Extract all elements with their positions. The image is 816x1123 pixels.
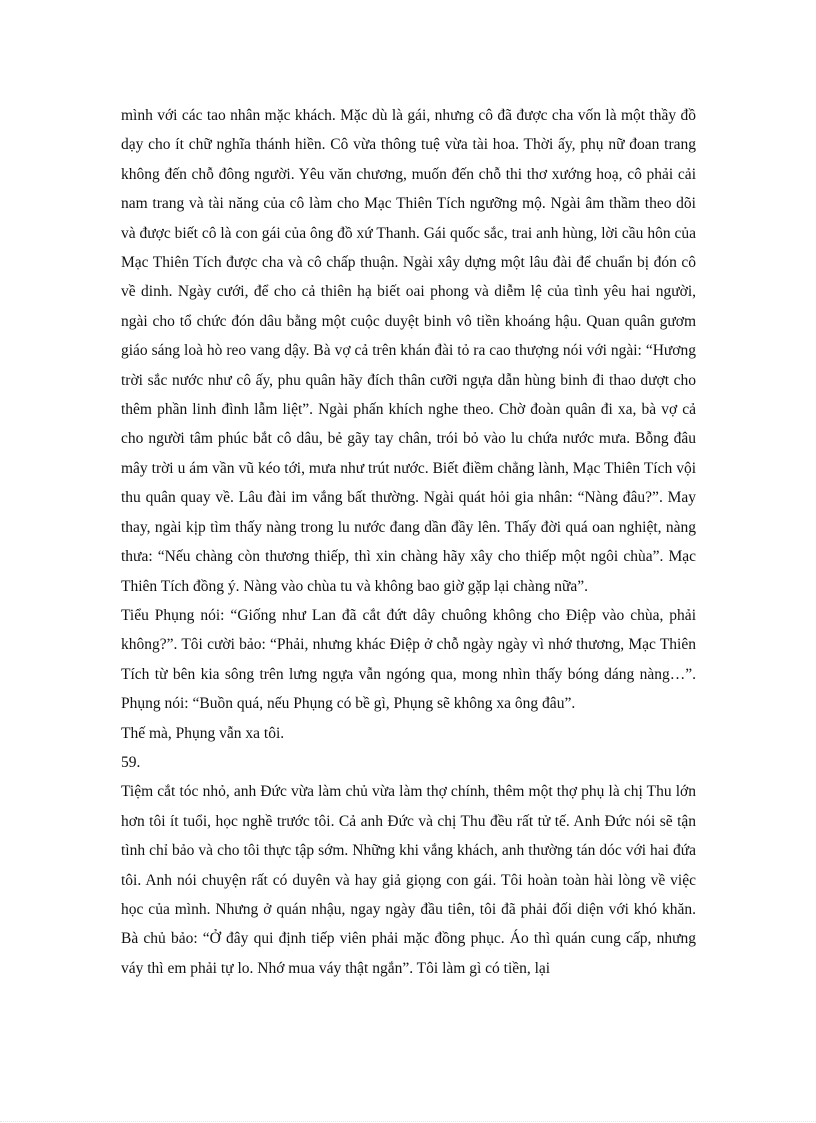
paragraph-legend-continuation: mình với các tao nhân mặc khách. Mặc dù là gái, nhưng cô đã được cha vốn là một thầy đồ dạy cho ít chữ nghĩa thánh hiền. Cô vừa thông tuệ vừa tài hoa. Thời ấy, phụ nữ đoan trang không đến chỗ đông người. Yêu văn chương, muốn đến chỗ thi thơ xướng hoạ, cô phải cải nam trang và tài năng của cô làm cho Mạc Thiên Tích ngưỡng mộ. Ngài âm thầm theo dõi và được biết cô là con gái của ông đồ xứ Thanh. Gái quốc sắc, trai anh hùng, lời cầu hôn của Mạc Thiên Tích được cha và cô chấp thuận. Ngài xây dựng một lâu đài để chuẩn bị đón cô về dinh. Ngày cưới, để cho cả thiên hạ biết oai phong và diễm lệ của tình yêu hai người, ngài cho tổ chức đón dâu bằng một cuộc duyệt binh vô tiền khoáng hậu. Quan quân gươm giáo sáng loà hò reo vang dậy. Bà vợ cả trên khán đài tỏ ra cao thượng nói với ngài: “Hương trời sắc nước như cô ấy, phu quân hãy đích thân cưỡi ngựa dẫn hùng binh đi thao dượt cho thêm phần linh đình lẫm liệt”. Ngài phấn khích nghe theo. Chờ đoàn quân đi xa, bà vợ cả cho người tâm phúc bắt cô dâu, bẻ gãy tay chân, trói bỏ vào lu chứa nước mưa. Bỗng đâu mây trời u ám vần vũ kéo tới, mưa như trút nước. Biết điềm chẳng lành, Mạc Thiên Tích vội thu quân quay về. Lâu đài im vắng bất thường. Ngài quát hỏi gia nhân: “Nàng đâu?”. May thay, ngài kịp tìm thấy nàng trong lu nước đang dần đầy lên. Thấy đời quá oan nghiệt, nàng thưa: “Nếu chàng còn thương thiếp, thì xin chàng hãy xây cho thiếp một ngôi chùa”. Mạc Thiên Tích đồng ý. Nàng vào chùa tu và không bao giờ gặp lại chàng nữa”. bbox=[121, 107, 696, 595]
paragraph-phung-dialogue: Tiểu Phụng nói: “Giống như Lan đã cắt đứt dây chuông không cho Điệp vào chùa, phải không?”. Tôi cười bảo: “Phải, nhưng khác Điệp ở chỗ ngày ngày vì nhớ thương, Mạc Thiên Tích từ bên kia sông trên lưng ngựa vẫn ngóng qua, mong nhìn thấy bóng dáng nàng…”. Phụng nói: “Buồn quá, nếu Phụng có bề gì, Phụng sẽ không xa ông đâu”. bbox=[121, 606, 696, 713]
document-body bbox=[121, 101, 696, 983]
page-bottom-divider bbox=[0, 1121, 816, 1122]
paragraph-phung-left: Thế mà, Phụng vẫn xa tôi. bbox=[121, 724, 285, 742]
paragraph-barbershop: Tiệm cắt tóc nhỏ, anh Đức vừa làm chủ vừa làm thợ chính, thêm một thợ phụ là chị Thu lớn hơn tôi ít tuổi, học nghề trước tôi. Cả anh Đức và chị Thu đều rất tử tế. Anh Đức nói sẽ tận tình chỉ bảo và cho tôi thực tập sớm. Những khi vắng khách, anh thường tán dóc với hai đứa tôi. Anh nói chuyện rất có duyên và hay giả giọng con gái. Tôi hoàn toàn hài lòng về việc học của mình. Nhưng ở quán nhậu, ngay ngày đầu tiên, tôi đã phải đối diện với khó khăn. Bà chủ bảo: “Ở đây qui định tiếp viên phải mặc đồng phục. Áo thì quán cung cấp, nhưng váy thì em phải tự lo. Nhớ mua váy thật ngắn”. Tôi làm gì có tiền, lại bbox=[121, 783, 696, 977]
section-number: 59. bbox=[121, 753, 141, 771]
